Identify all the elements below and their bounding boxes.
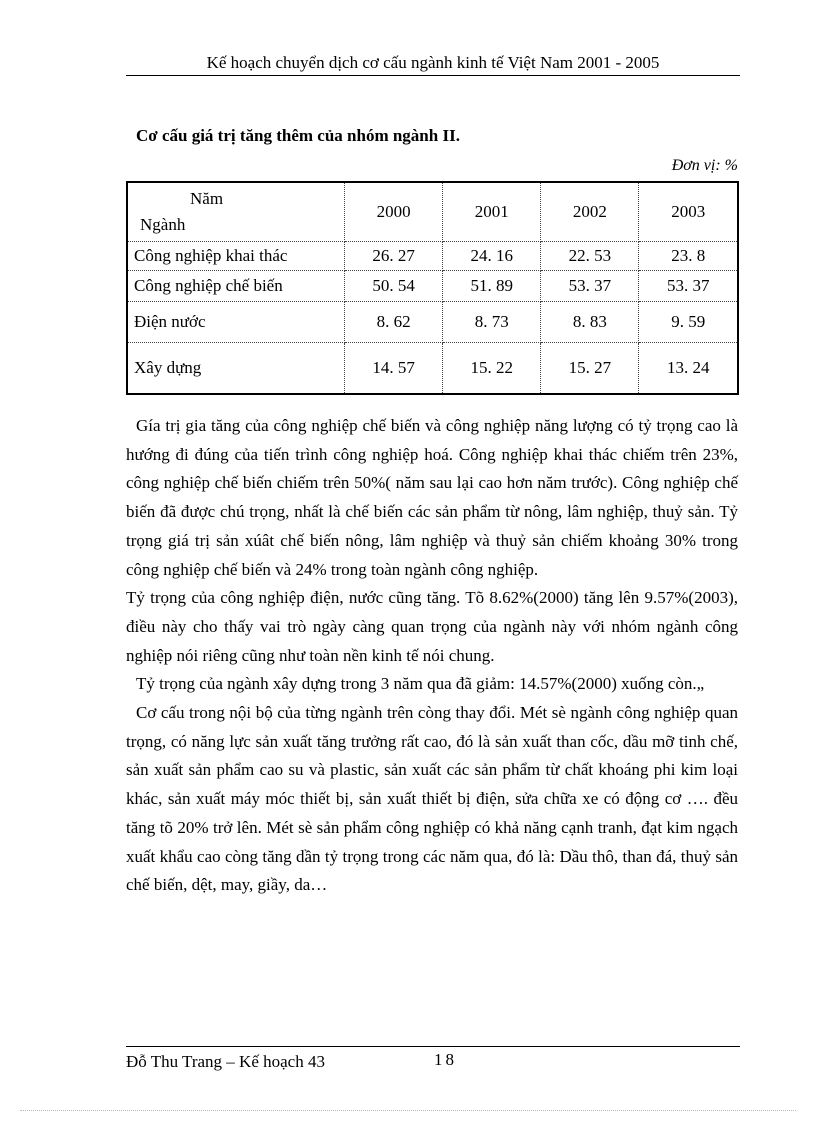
section-title: Cơ cấu giá trị tăng thêm của nhóm ngành II.: [136, 126, 460, 145]
column-header-year: 2001: [443, 182, 541, 242]
table-cell: 13. 24: [639, 343, 738, 395]
row-label: Công nghiệp khai thác: [127, 242, 345, 271]
column-header-year: 2003: [639, 182, 738, 242]
table-header-row: [127, 182, 738, 242]
row-label: Xây dựng: [127, 343, 345, 395]
data-table: [126, 181, 739, 395]
table-cell: 15. 27: [541, 343, 639, 395]
table-cell: 23. 8: [639, 242, 738, 271]
table-cell: 53. 37: [541, 271, 639, 302]
page-footer: [126, 1046, 740, 1071]
table-row: [127, 302, 738, 343]
footer-author: Đỗ Thu Trang – Kế hoạch 43: [126, 1052, 325, 1071]
page-bottom-divider: [20, 1110, 796, 1111]
table-cell: 50. 54: [345, 271, 443, 302]
table-cell: 14. 57: [345, 343, 443, 395]
column-header-year: 2002: [541, 182, 639, 242]
paragraph: Tỷ trọng của ngành xây dựng trong 3 năm qua đã giảm: 14.57%(2000) xuống còn.„: [136, 674, 705, 694]
table-cell: 15. 22: [443, 343, 541, 395]
table-cell: 24. 16: [443, 242, 541, 271]
paragraph: Tỷ trọng của công nghiệp điện, nước cũng tăng. Tõ 8.62%(2000) tăng lên 9.57%(2003), điều này cho thấy vai trò ngày càng quan trọng của ngành này với nhóm ngành công nghiệp nói riêng cũng như toàn nền kinh tế nói chung.: [126, 588, 738, 665]
column-header-year: 2000: [345, 182, 443, 242]
table-row: [127, 343, 738, 395]
paragraph: Cơ cấu trong nội bộ của từng ngành trên còng thay đổi. Mét sè ngành công nghiệp quan trọng, có năng lực sản xuất tăng trưởng rất cao, đó là sản xuất than cốc, dầu mỡ tinh chế, sản xuất sản phẩm cao su và plastic, sản xuất các sản phẩm từ chất khoáng phi kim loại khác, sản xuất máy móc thiết bị, sản xuất thiết bị điện, sửa chữa xe có động cơ …. đều tăng tõ 20% trở lên. Mét sè sản phẩm công nghiệp có khả năng cạnh tranh, đạt kim ngạch xuất khẩu cao còng tăng dần tỷ trọng trong các năm qua, đó là: Dầu thô, than đá, thuỷ sản chế biến, dệt, may, giầy, da…: [126, 703, 738, 895]
paragraph: Gía trị gia tăng của công nghiệp chế biến và công nghiệp năng lượng có tỷ trọng cao là hướng đi đúng của tiến trình công nghiệp hoá. Công nghiệp khai thác chiếm trên 23%, công nghiệp chế biến chiếm trên 50%( năm sau lại cao hơn năm trước). Công nghiệp chế biến đã được chú trọng, nhất là chế biến các sản phẩm từ nông, lâm nghiệp, thuỷ sản. Tỷ trọng giá trị sản xúât chế biến nông, lâm nghiệp và thuỷ sản chiếm khoảng 30% trong công nghiệp chế biến và 24% trong toàn ngành công nghiệp.: [126, 416, 738, 579]
table-corner-cell: [127, 182, 345, 242]
row-label: Điện nước: [127, 302, 345, 343]
header-sector-label: Ngành: [140, 215, 186, 234]
table-row: [127, 242, 738, 271]
table-cell: 26. 27: [345, 242, 443, 271]
table-cell: 8. 62: [345, 302, 443, 343]
row-label: Công nghiệp chế biến: [127, 271, 345, 302]
table-cell: 53. 37: [639, 271, 738, 302]
table-cell: 8. 83: [541, 302, 639, 343]
table-cell: 9. 59: [639, 302, 738, 343]
page-header: Kế hoạch chuyển dịch cơ cấu ngành kinh tế Việt Nam 2001 - 2005: [126, 52, 740, 76]
header-year-label: Năm: [190, 189, 224, 208]
table-row: [127, 271, 738, 302]
body-text: [126, 412, 738, 900]
table-cell: 8. 73: [443, 302, 541, 343]
table-cell: 22. 53: [541, 242, 639, 271]
table-cell: 51. 89: [443, 271, 541, 302]
page-number: 18: [434, 1050, 457, 1069]
unit-label: Đơn vị: %: [671, 157, 738, 174]
